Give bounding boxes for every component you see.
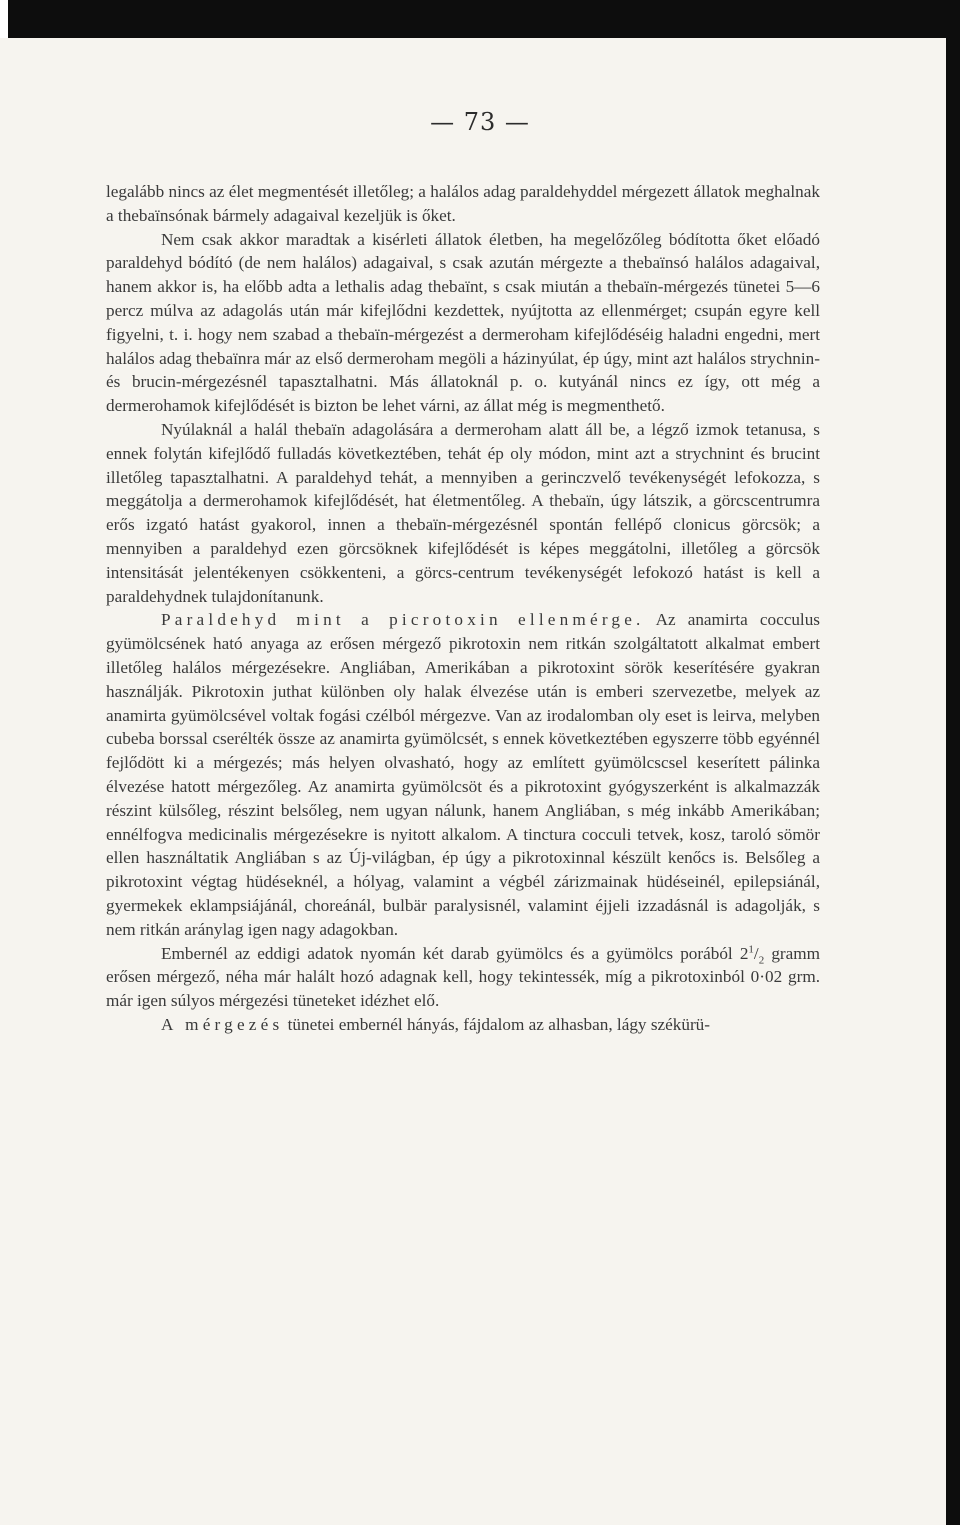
page-number: — 73 — bbox=[430, 108, 530, 136]
paragraph-2-text: Nem csak akkor maradtak a kisérleti állatok életben, ha megelőzőleg bódította őket előadó paraldehyd bódító (de nem halálos) adagaival, s csak azután mérgezte a thebaïnsó halálos adagaival, hanem akkor is, ha előbb adta a lethalis adag thebaïnt, s csak miután a thebaïn-mérgezés tünetei 5—6 percz múlva az adagolás után már kifejlődni kezdettek, nyújtotta az ellenmérget; csupán egyre kell figyelni, t. i. hogy nem szabad a thebaïn-mérgezést a dermeroham kifejlődéséig haladni engedni, mert halálos adag thebaïnra már az első dermeroham megöli a házinyúlat, ép úgy, mint azt halálos strychnin- és brucin-mérgezésnél tapasztalhatni. Más állatoknál p. o. kutyánál nincs ez így, ott még a dermerohamok kifejlődését is bizton be lehet várni, az állat még is megmenthető. bbox=[106, 229, 820, 416]
section-heading-picrotoxin: Paraldehyd mint a picrotoxin ellenmérge. bbox=[161, 610, 645, 630]
paragraph-1 bbox=[106, 180, 820, 228]
scan-border-top bbox=[0, 0, 960, 38]
paragraph-3-text: Nyúlaknál a halál thebaïn adagolására a dermeroham alatt áll be, a légző izmok tetanusa, s ennek folytán kifejlődő fulladás következtében, tehát ép oly módon, mint azt a strychnint és brucint illetőleg tapasztalhatni. A paraldehyd tehát, a mennyiben a gerinczvelő tevékenységét lefokozza, s meggátolja a dermerohamok kifejlődését, hat életmentőleg. A thebaïn, úgy látszik, a görcscentrumra erős izgató hatást gyakorol, innen a thebaïn-mérgezésnél spontán fellépő clonicus görcsök; a mennyiben a paraldehyd ezen görcsöknek kifejlődését is képes meggátolni, illetőleg a görcsök intensitását jelentékenyen csökkenteni, a görcs-centrum tevékenységét lefokozó hatást is kell a paraldehydnek tulajdonítanunk. bbox=[106, 419, 820, 606]
paragraph-5: Embernél az eddigi adatok nyomán két darab gyümölcs és a gyümölcs porából $2^1/_2$ gramm erősen mérgező, néha már halált hozó adagnak kell, hogy tekintessék, míg a pikrotoxinból 0·02 grm. már igen súlyos mérgezési tüneteket idézhet elő. bbox=[106, 942, 820, 1011]
paragraph-5-text-before: Embernél az eddigi adatok nyomán két darab gyümölcs és a gyümölcs porából 2 bbox=[161, 943, 749, 963]
paragraph-1-text: legalább nincs az élet megmentését illetőleg; a halálos adag paraldehyddel mérgezett állatok meghalnak a thebaïnsónak bármely adagaival kezeljük is őket. bbox=[106, 182, 820, 225]
paragraph-6-text: tünetei embernél hányás, fájdalom az alhasban, lágy székürü- bbox=[283, 1014, 710, 1034]
section-heading-symptoms: A mérgezés bbox=[161, 1014, 284, 1034]
paragraph-4-text: Az anamirta cocculus gyümölcsének ható anyaga az erősen mérgező pikrotoxin nem ritkán szolgáltatott alkalmat embert illetőleg halálos mérgezésekre. Angliában, Amerikában a pikrotoxint sörök keserítésére gyakran használják. Pikrotoxin juthat különben oly halak élvezése után is emberi szervezetbe, melyek az anamirta gyümölcsével voltak fogási czélból mérgezve. Van az irodalomban oly eset is leirva, melyben cubeba borssal cserélték össze az anamirta gyümölcsét, s ennek következtében egyszerre több egyénnél fejlődött ki a mérgezés; más helyen olvasható, hogy az említett gyümölcscsel keserített pálinka élvezése hatott mérgezőleg. Az anamirta gyümölcsöt és a pikrotoxint gyógyszerként is alkalmazzák részint külsőleg, részint belsőleg, nem ugyan nálunk, hanem Angliában, s még inkább Amerikában; ennélfogva medicinalis mérgezésekre is nyitott alkalom. A tinctura cocculi tetvek, kosz, taroló sömör ellen használtatik Angliában s az Új-világban, ép úgy a pikrotoxinnal készült kenőcs is. Belsőleg a pikrotoxint végtag hüdéseknél, a hólyag, valamint a végbél zárizmainak hüdéseinél, epilepsiánál, gyermekek eklampsiájánál, choreánál, bulbär paralysisnél, valamint éjjeli izzadásnál is adagolják, s nem ritkán aránylag igen nagy adagokban. bbox=[106, 610, 820, 939]
fraction-denominator: 2 bbox=[758, 953, 765, 966]
paragraph-2 bbox=[106, 228, 820, 418]
paragraph-6 bbox=[106, 1013, 820, 1037]
scan-border-right bbox=[946, 0, 960, 1525]
paragraph-3 bbox=[106, 418, 820, 608]
fraction-numerator: 1 bbox=[748, 942, 754, 955]
page-body-text bbox=[106, 180, 820, 1037]
paragraph-4 bbox=[106, 608, 820, 941]
paragraph-5-text-after: gramm erősen mérgező, néha már halált hozó adagnak kell, hogy tekintessék, míg a pikrotoxinból 0·02 grm. már igen súlyos mérgezési tüneteket idézhet elő. bbox=[106, 943, 820, 1011]
